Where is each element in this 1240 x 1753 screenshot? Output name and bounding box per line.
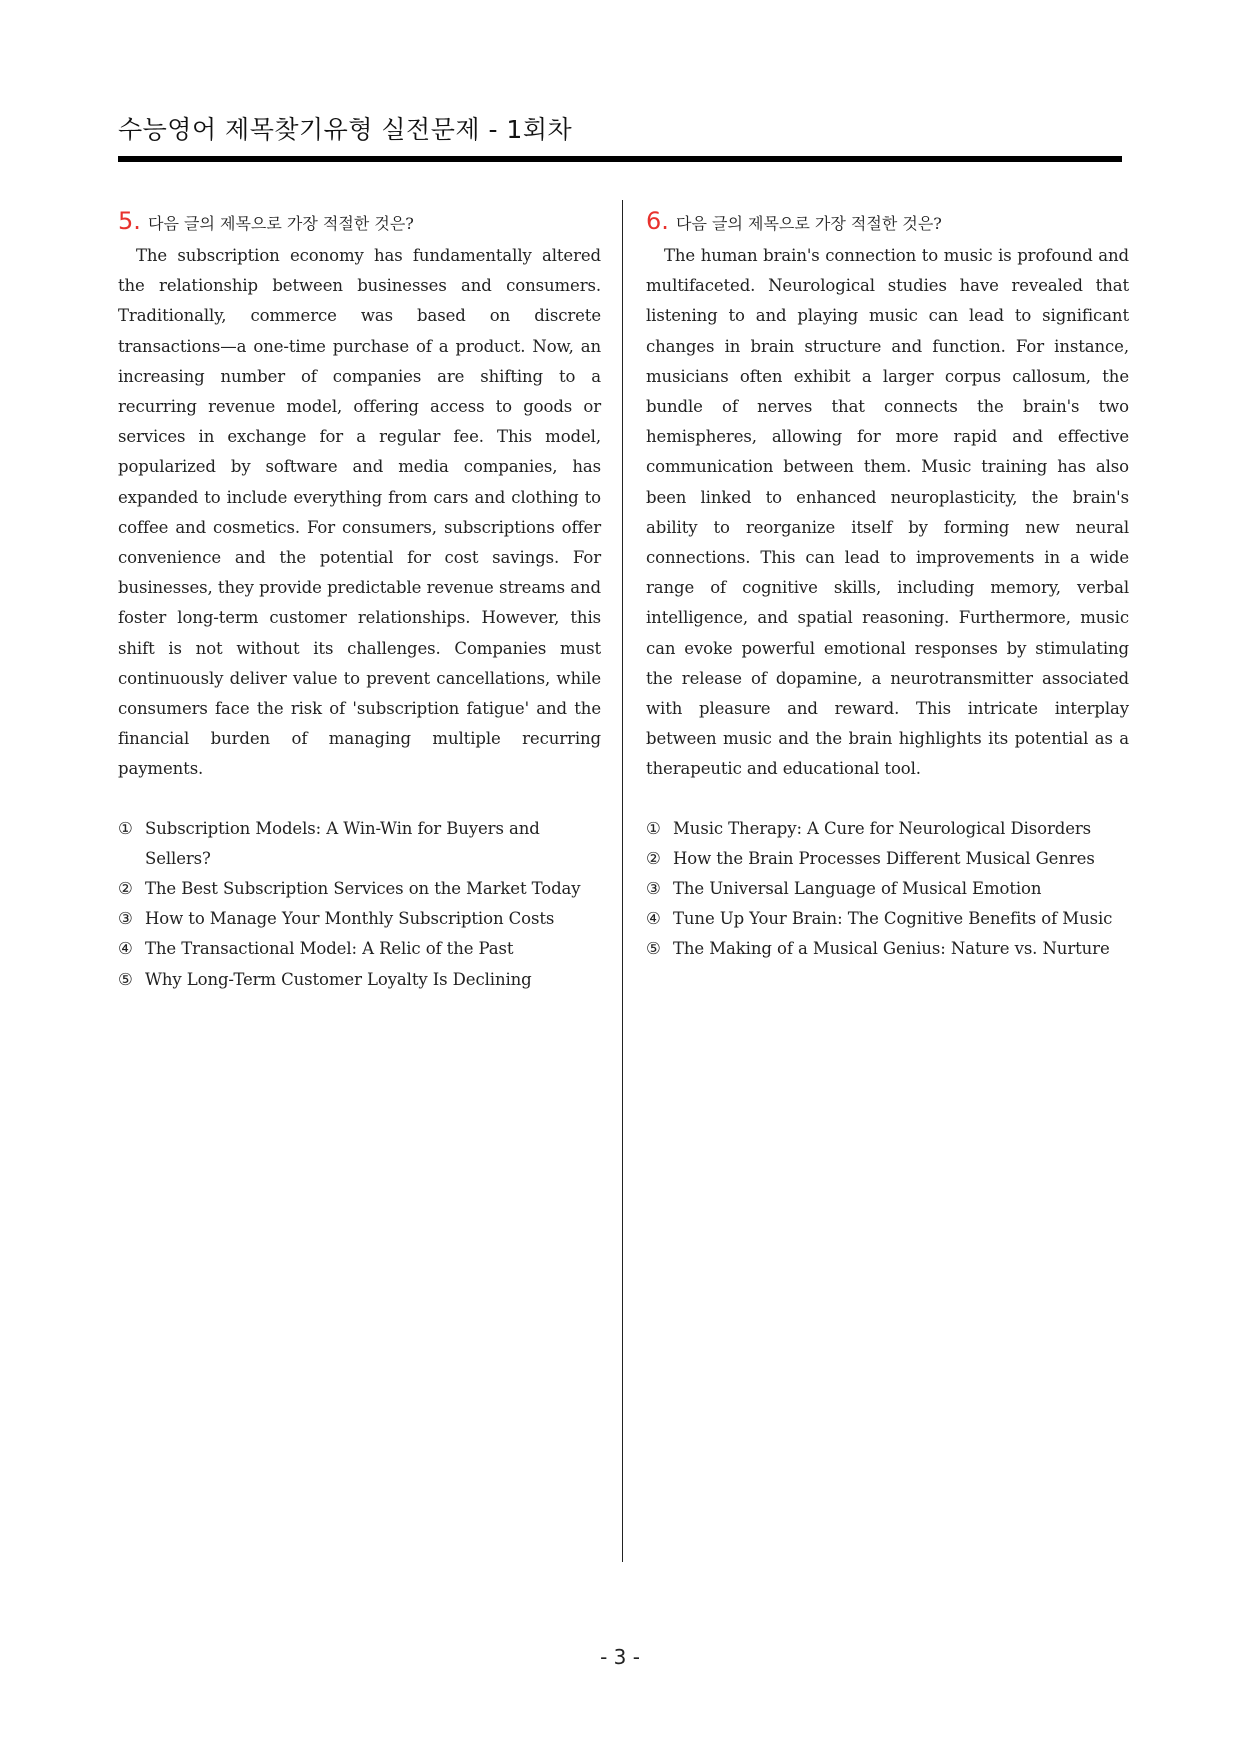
question-number: 5. bbox=[118, 207, 141, 235]
answer-choices bbox=[118, 814, 601, 995]
question-passage: The subscription economy has fundamentally altered the relationship between businesses and consumers. Traditionally, commerce was based on discrete transactions—a one-time purchase of a product. Now, an increasing number of companies are shifting to a recurring revenue model, offering access to goods or services in exchange for a regular fee. This model, popularized by software and media companies, has expanded to include everything from cars and clothing to coffee and cosmetics. For consumers, subscriptions offer convenience and the potential for cost savings. For businesses, they provide predictable revenue streams and foster long-term customer relationships. However, this shift is not without its challenges. Companies must continuously deliver value to prevent cancellations, while consumers face the risk of 'subscription fatigue' and the financial burden of managing multiple recurring payments. bbox=[118, 246, 601, 779]
question-5 bbox=[118, 204, 601, 995]
question-header bbox=[646, 204, 1129, 241]
answer-choice-5[interactable] bbox=[118, 965, 601, 995]
answer-choice-1[interactable] bbox=[118, 814, 601, 874]
question-passage: The human brain's connection to music is profound and multifaceted. Neurological studies have revealed that listening to and playing music can lead to significant changes in brain structure and function. For instance, musicians often exhibit a larger corpus callosum, the bundle of nerves that connects the brain's two hemispheres, allowing for more rapid and effective communication between them. Music training has also been linked to enhanced neuroplasticity, the brain's ability to reorganize itself by forming new neural connections. This can lead to improvements in a wide range of cognitive skills, including memory, verbal intelligence, and spatial reasoning. Furthermore, music can evoke powerful emotional responses by stimulating the release of dopamine, a neurotransmitter associated with pleasure and reward. This intricate interplay between music and the brain highlights its potential as a therapeutic and educational tool. bbox=[646, 246, 1129, 779]
choice-text: How the Brain Processes Different Musical Genres bbox=[673, 848, 1095, 868]
column-divider bbox=[622, 200, 623, 1562]
answer-choice-4[interactable] bbox=[646, 904, 1129, 934]
choice-text: How to Manage Your Monthly Subscription Costs bbox=[145, 909, 555, 929]
choice-marker: ④ bbox=[646, 909, 661, 929]
choice-text: The Making of a Musical Genius: Nature vs. Nurture bbox=[673, 939, 1110, 959]
choice-marker: ④ bbox=[118, 939, 133, 959]
question-6 bbox=[646, 204, 1129, 965]
choice-marker: ① bbox=[646, 818, 661, 838]
choice-text: Tune Up Your Brain: The Cognitive Benefits of Music bbox=[673, 909, 1113, 929]
choice-text: Music Therapy: A Cure for Neurological Disorders bbox=[673, 818, 1092, 838]
answer-choice-3[interactable] bbox=[118, 904, 601, 934]
choice-text: The Universal Language of Musical Emotion bbox=[673, 879, 1042, 899]
question-prompt: 다음 글의 제목으로 가장 적절한 것은? bbox=[676, 214, 942, 233]
page-number: - 3 - bbox=[600, 1645, 640, 1669]
answer-choice-3[interactable] bbox=[646, 874, 1129, 904]
choice-text: Why Long-Term Customer Loyalty Is Declining bbox=[145, 969, 532, 989]
choice-marker: ③ bbox=[118, 909, 133, 929]
choice-marker: ⑤ bbox=[118, 969, 133, 989]
choice-text: Subscription Models: A Win-Win for Buyers and Sellers? bbox=[145, 818, 540, 868]
choice-text: The Best Subscription Services on the Market Today bbox=[145, 879, 581, 899]
answer-choice-5[interactable] bbox=[646, 934, 1129, 964]
question-prompt: 다음 글의 제목으로 가장 적절한 것은? bbox=[148, 214, 414, 233]
header-divider bbox=[118, 156, 1122, 162]
choice-marker: ③ bbox=[646, 879, 661, 899]
question-header bbox=[118, 204, 601, 241]
choice-marker: ② bbox=[646, 848, 661, 868]
question-number: 6. bbox=[646, 207, 669, 235]
choice-marker: ① bbox=[118, 818, 133, 838]
answer-choice-2[interactable] bbox=[646, 844, 1129, 874]
choice-marker: ② bbox=[118, 879, 133, 899]
choice-marker: ⑤ bbox=[646, 939, 661, 959]
page-title: 수능영어 제목찾기유형 실전문제 - 1회차 bbox=[118, 115, 573, 144]
choice-text: The Transactional Model: A Relic of the Past bbox=[145, 939, 514, 959]
answer-choices bbox=[646, 814, 1129, 965]
answer-choice-4[interactable] bbox=[118, 934, 601, 964]
answer-choice-2[interactable] bbox=[118, 874, 601, 904]
answer-choice-1[interactable] bbox=[646, 814, 1129, 844]
